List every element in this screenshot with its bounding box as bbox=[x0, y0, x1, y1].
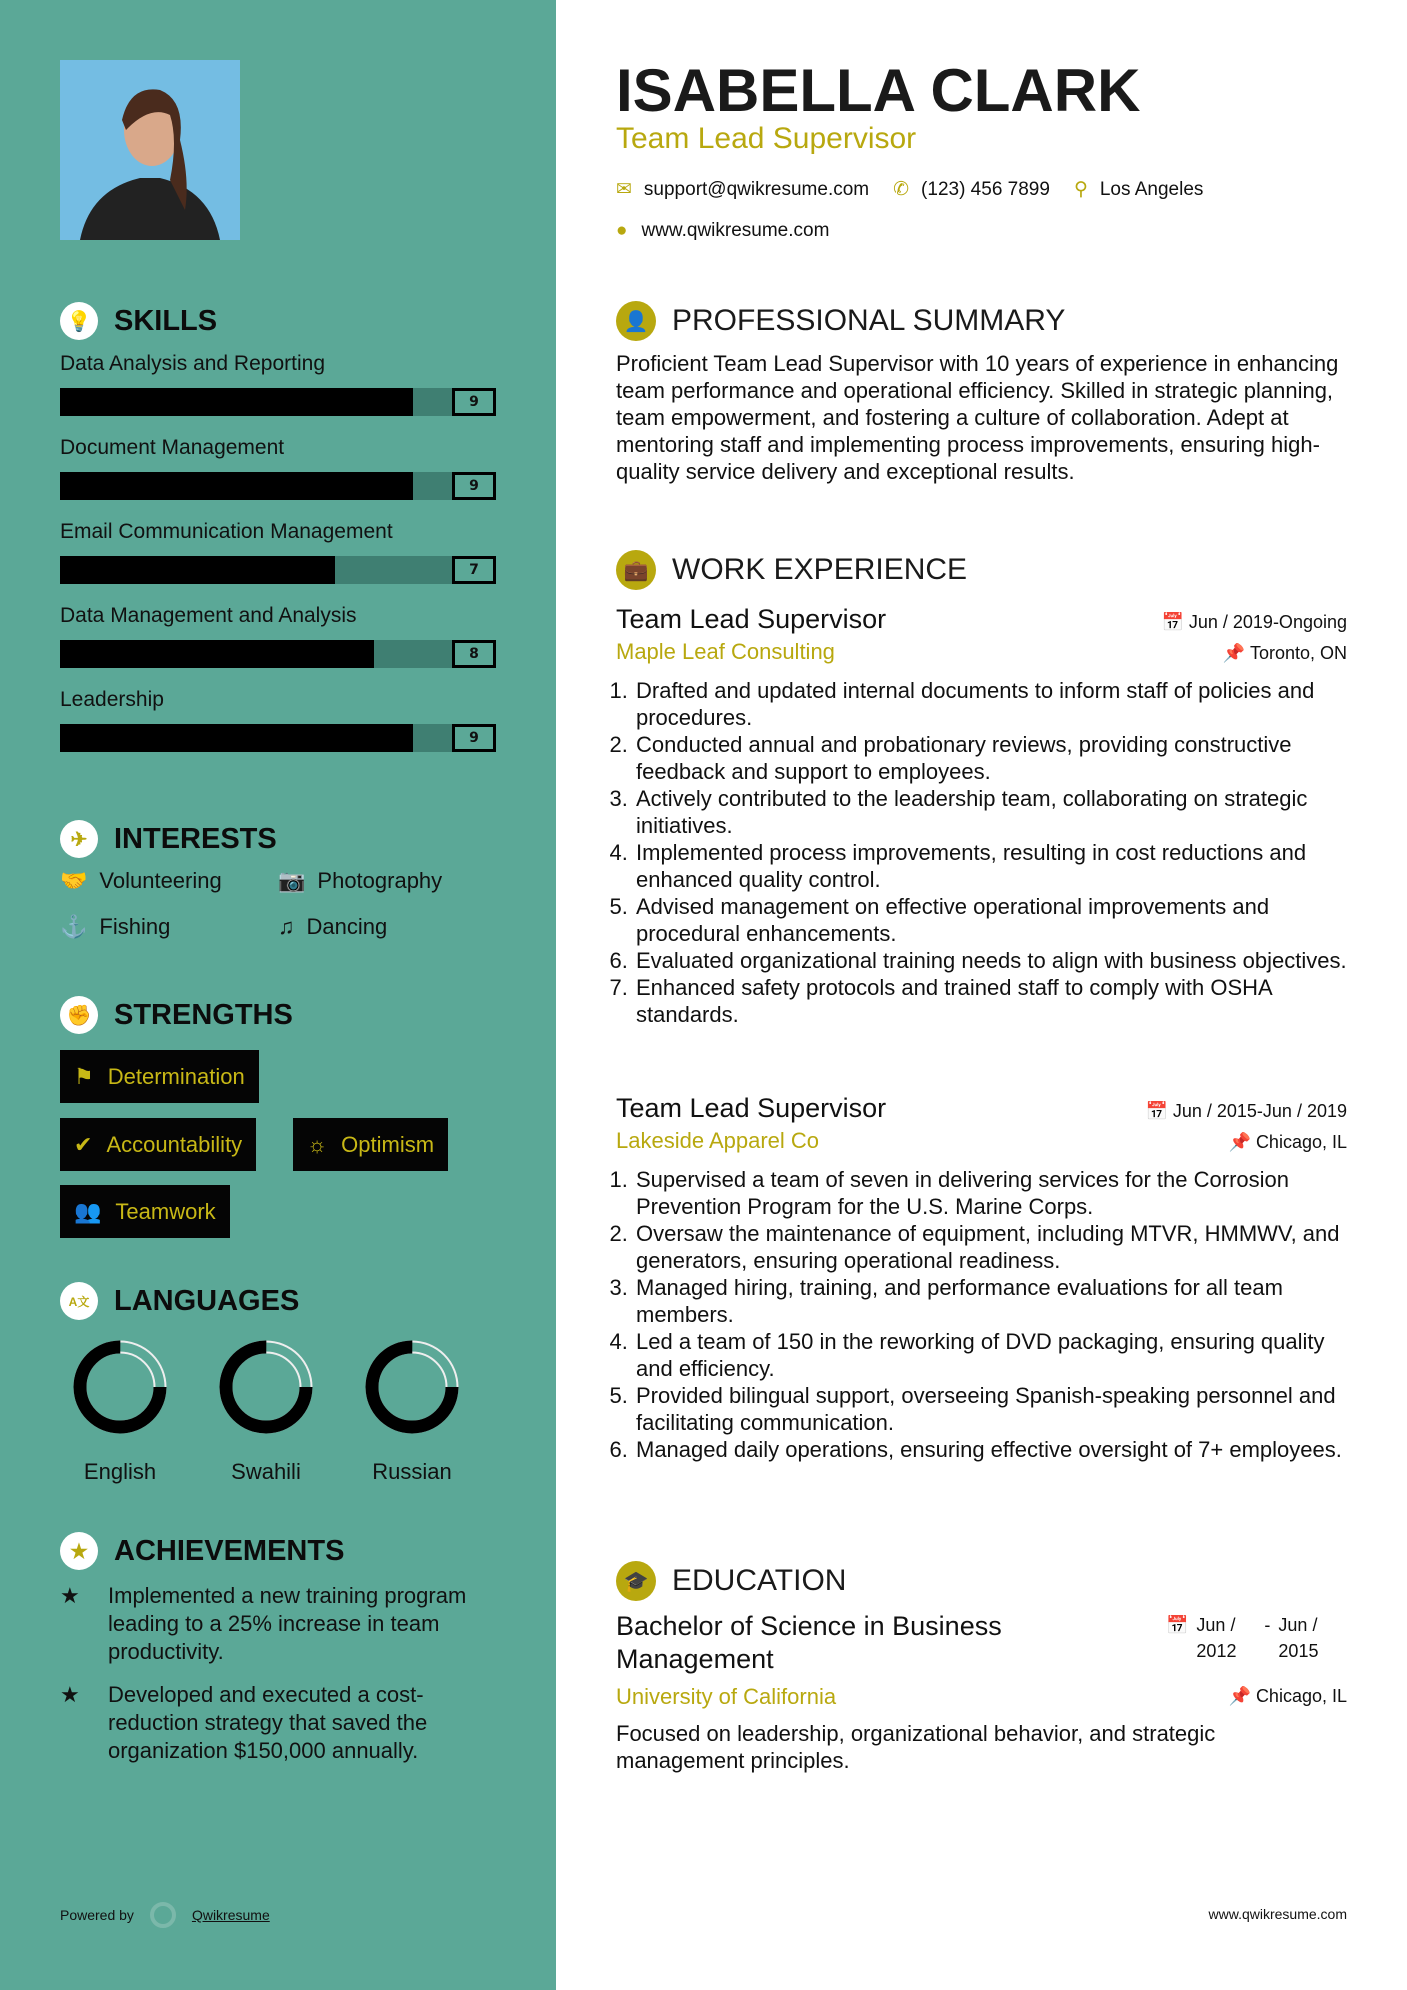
job-title: Team Lead Supervisor bbox=[616, 1093, 887, 1123]
candidate-name: ISABELLA CLARK bbox=[616, 57, 1141, 124]
company: Lakeside Apparel Co bbox=[616, 1128, 820, 1153]
job-bullet: 3. Managed hiring, training, and performance evaluations for all team members. bbox=[634, 1274, 1347, 1328]
pin-icon: 📌 bbox=[1228, 1686, 1256, 1706]
language-item bbox=[342, 1337, 482, 1485]
skill-level: 9 bbox=[452, 388, 496, 416]
education-dates: 📅 Jun / 2012 - Jun / 2015 bbox=[1166, 1612, 1334, 1664]
candidate-title: Team Lead Supervisor bbox=[616, 122, 917, 155]
job-bullet: 5. Advised management on effective operational improvements and procedural enhancements. bbox=[634, 893, 1347, 947]
job-location: 📌 Chicago, IL bbox=[1228, 1132, 1347, 1152]
strengths-heading: ✊ STRENGTHS bbox=[60, 996, 293, 1034]
achievements-heading: ★ ACHIEVEMENTS bbox=[60, 1532, 344, 1570]
flag-icon: ⚑ bbox=[74, 1063, 94, 1089]
footer-website[interactable]: www.qwikresume.com bbox=[1208, 1906, 1347, 1922]
interest-item: 📷 Photography bbox=[278, 868, 443, 893]
summary-heading: 👤 PROFESSIONAL SUMMARY bbox=[616, 301, 1065, 341]
sun-icon: ☼ bbox=[307, 1131, 328, 1157]
phone: (123) 456 7899 bbox=[921, 178, 1050, 200]
pin-icon: 📌 bbox=[1228, 1132, 1256, 1152]
job-dates: 📅 Jun / 2019-Ongoing bbox=[1161, 612, 1347, 632]
education-description: Focused on leadership, organizational behavior, and strategic management principles. bbox=[616, 1721, 1216, 1773]
achievement-item: ★ Implemented a new training program leading to a 25% increase in team productivity. bbox=[60, 1583, 467, 1664]
skill-item bbox=[60, 688, 496, 752]
school: University of California bbox=[616, 1684, 837, 1709]
calendar-icon: 📅 bbox=[1145, 1101, 1173, 1121]
fist-icon: ✊ bbox=[60, 996, 98, 1034]
job-title: Team Lead Supervisor bbox=[616, 604, 887, 634]
skill-bar bbox=[60, 388, 496, 416]
calendar-icon: 📅 bbox=[1161, 612, 1189, 632]
job-bullet: 4. Led a team of 150 in the reworking of DVD packaging, ensuring quality and efficiency. bbox=[634, 1328, 1347, 1382]
briefcase-icon: 💼 bbox=[616, 550, 656, 590]
music-note-icon: ♫ bbox=[278, 914, 295, 939]
language-item bbox=[196, 1337, 336, 1485]
language-donut bbox=[362, 1337, 462, 1437]
website[interactable]: www.qwikresume.com bbox=[641, 220, 830, 241]
skills-list bbox=[60, 352, 496, 772]
anchor-icon: ⚓ bbox=[60, 914, 88, 939]
language-icon: A文 bbox=[60, 1282, 98, 1320]
paper-plane-icon: ✈ bbox=[60, 820, 98, 858]
sidebar bbox=[0, 0, 556, 1990]
skill-bar bbox=[60, 472, 496, 500]
job-bullet: 7. Enhanced safety protocols and trained staff to comply with OSHA standards. bbox=[634, 974, 1347, 1028]
job-bullet: 4. Implemented process improvements, resulting in cost reductions and enhanced quality control. bbox=[634, 839, 1347, 893]
star-icon: ★ bbox=[60, 1532, 98, 1570]
strength-chip: ☼ Optimism bbox=[293, 1118, 448, 1171]
job-bullet: 1. Drafted and updated internal documents to inform staff of policies and procedures. bbox=[634, 677, 1347, 731]
star-icon: ★ bbox=[60, 1682, 80, 1707]
lightbulb-icon: 💡 bbox=[60, 302, 98, 340]
job-location: 📌 Toronto, ON bbox=[1222, 643, 1347, 663]
contact-row bbox=[616, 178, 1203, 201]
job-bullet: 2. Conducted annual and probationary reviews, providing constructive feedback and support to employees. bbox=[634, 731, 1347, 785]
camera-icon: 📷 bbox=[278, 868, 306, 893]
graduate-icon: 🎓 bbox=[616, 1561, 656, 1601]
skill-bar bbox=[60, 556, 496, 584]
website-row bbox=[616, 220, 829, 242]
interest-item: 🤝 Volunteering bbox=[60, 868, 222, 893]
strength-chip: ✔ Accountability bbox=[60, 1118, 256, 1171]
language-item bbox=[50, 1337, 190, 1485]
skill-item bbox=[60, 520, 496, 584]
skill-bar bbox=[60, 724, 496, 752]
job-bullets bbox=[616, 677, 1347, 1028]
job-bullet: 5. Provided bilingual support, overseeing Spanish-speaking personnel and facilitating communication. bbox=[634, 1382, 1347, 1436]
education-location: 📌 Chicago, IL bbox=[1228, 1686, 1347, 1706]
job-bullet: 6. Evaluated organizational training needs to align with business objectives. bbox=[634, 947, 1347, 974]
interests-heading: ✈ INTERESTS bbox=[60, 820, 277, 858]
job-bullets bbox=[616, 1166, 1347, 1463]
job-dates: 📅 Jun / 2015-Jun / 2019 bbox=[1145, 1101, 1347, 1121]
degree: Bachelor of Science in Business Management bbox=[616, 1611, 1002, 1674]
job-entry bbox=[616, 1093, 1347, 1463]
skill-item bbox=[60, 352, 496, 416]
map-pin-icon: ⚲ bbox=[1073, 179, 1088, 200]
skill-label: Data Management and Analysis bbox=[60, 604, 357, 627]
skill-level: 9 bbox=[452, 724, 496, 752]
qwikresume-logo-icon bbox=[150, 1902, 176, 1928]
handshake-icon: 🤝 bbox=[60, 868, 88, 893]
powered-by: Powered by Qwikresume bbox=[60, 1902, 270, 1928]
email[interactable]: support@qwikresume.com bbox=[643, 178, 870, 200]
skill-level: 7 bbox=[452, 556, 496, 584]
language-label: Russian bbox=[372, 1459, 452, 1484]
skill-bar-fill bbox=[60, 556, 335, 584]
skill-label: Document Management bbox=[60, 436, 285, 459]
skill-bar-fill bbox=[60, 388, 413, 416]
skill-item bbox=[60, 604, 496, 668]
skill-label: Data Analysis and Reporting bbox=[60, 352, 325, 375]
users-icon: 👥 bbox=[74, 1198, 102, 1224]
profile-photo bbox=[60, 60, 240, 240]
language-label: Swahili bbox=[231, 1459, 301, 1484]
job-bullet: 6. Managed daily operations, ensuring effective oversight of 7+ employees. bbox=[634, 1436, 1347, 1463]
work-heading: 💼 WORK EXPERIENCE bbox=[616, 550, 967, 590]
job-bullet: 2. Oversaw the maintenance of equipment, including MTVR, HMMWV, and generators, ensuring operational readiness. bbox=[634, 1220, 1347, 1274]
job-entry bbox=[616, 604, 1347, 1028]
globe-icon: ● bbox=[616, 220, 628, 241]
skills-heading: 💡 SKILLS bbox=[60, 302, 217, 340]
job-bullet: 1. Supervised a team of seven in delivering services for the Corrosion Prevention Program for the U.S. Marine Corps. bbox=[634, 1166, 1347, 1220]
user-icon: 👤 bbox=[616, 301, 656, 341]
skill-bar-fill bbox=[60, 640, 374, 668]
language-donut bbox=[70, 1337, 170, 1437]
phone-icon: ✆ bbox=[893, 179, 910, 200]
language-label: English bbox=[83, 1459, 157, 1484]
job-bullet: 3. Actively contributed to the leadership team, collaborating on strategic initiatives. bbox=[634, 785, 1347, 839]
interest-item: ♫ Dancing bbox=[278, 914, 388, 939]
achievement-item: ★ Developed and executed a cost-reduction strategy that saved the organization $150,000 annually. bbox=[60, 1682, 428, 1763]
location: Los Angeles bbox=[1099, 178, 1204, 200]
interest-item: ⚓ Fishing bbox=[60, 914, 171, 939]
pin-icon: 📌 bbox=[1222, 643, 1250, 663]
languages-heading: A文 LANGUAGES bbox=[60, 1282, 299, 1320]
calendar-icon: 📅 bbox=[1166, 1615, 1189, 1635]
skill-label: Leadership bbox=[60, 688, 164, 711]
qwikresume-link[interactable]: Qwikresume bbox=[191, 1907, 270, 1923]
skill-level: 8 bbox=[452, 640, 496, 668]
skill-bar bbox=[60, 640, 496, 668]
language-donut bbox=[216, 1337, 316, 1437]
strength-chip: ⚑ Determination bbox=[60, 1050, 259, 1103]
strength-chip: 👥 Teamwork bbox=[60, 1185, 230, 1238]
skill-item bbox=[60, 436, 496, 500]
education-heading: 🎓 EDUCATION bbox=[616, 1561, 846, 1601]
check-circle-icon: ✔ bbox=[74, 1131, 93, 1157]
skill-bar-fill bbox=[60, 472, 413, 500]
envelope-icon: ✉ bbox=[616, 179, 632, 200]
summary-text: Proficient Team Lead Supervisor with 10 years of experience in enhancing team performance and operational efficiency. Skilled in strategic planning, team empowerment, and fostering a culture of collaboration. Adept at mentoring staff and implementing process improvements, ensuring high-quality service delivery and exceptional results. bbox=[616, 351, 1339, 484]
skill-label: Email Communication Management bbox=[60, 520, 393, 543]
company: Maple Leaf Consulting bbox=[616, 639, 835, 664]
skill-bar-fill bbox=[60, 724, 413, 752]
skill-level: 9 bbox=[452, 472, 496, 500]
star-icon: ★ bbox=[60, 1583, 80, 1608]
